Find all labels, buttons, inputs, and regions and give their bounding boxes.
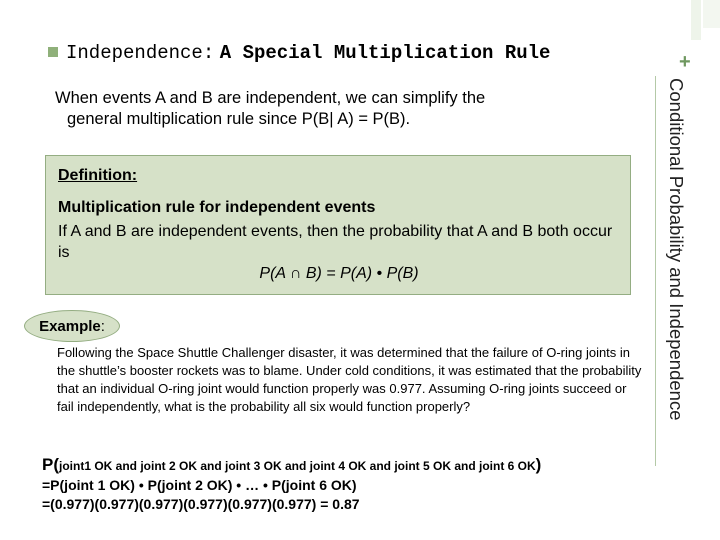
definition-formula: P(A ∩ B) = P(A) • P(B) xyxy=(259,265,419,282)
definition-label: Definition: xyxy=(58,167,138,184)
calc-p-open: P( xyxy=(42,455,59,474)
calculation-line-2: =P(joint 1 OK) • P(joint 2 OK) • … • P(joint 6 OK) xyxy=(42,477,357,493)
calculation-line-1 xyxy=(42,455,642,476)
example-tag xyxy=(24,310,120,342)
side-divider-line xyxy=(655,76,656,466)
example-tag-colon: : xyxy=(100,317,105,335)
section-side-label: Conditional Probability and Independence xyxy=(666,78,687,421)
calculation-line-3: =(0.977)(0.977)(0.977)(0.977)(0.977)(0.977) = 0.87 xyxy=(42,496,360,512)
calc-p-close: ) xyxy=(535,455,542,474)
calc-events: joint1 OK and joint 2 OK and joint 3 OK and joint 4 OK and joint 5 OK and joint 6 OK xyxy=(59,459,536,473)
intro-paragraph xyxy=(55,88,625,130)
slide-title-row xyxy=(48,38,550,66)
side-text-wrapper xyxy=(660,78,692,492)
calculation-block xyxy=(42,455,642,514)
example-text: Following the Space Shuttle Challenger disaster, it was determined that the failure of O-ring joints in the shuttle’s booster rockets was to blame. Under cold conditions, it was estimated that the probability that an individual O-ring joint would function properly was 0.977. Assuming O-ring joints succeed or fail independently, what is the probability all six would function properly? xyxy=(57,345,642,414)
title-main: Independence: xyxy=(66,41,215,64)
title-sub: A Special Multiplication Rule xyxy=(219,41,551,64)
definition-body: If A and B are independent events, then the probability that A and B both occur is xyxy=(58,223,613,261)
slide-title xyxy=(66,41,550,64)
intro-line-1: When events A and B are independent, we can simplify the xyxy=(55,89,486,107)
plus-icon: + xyxy=(679,51,691,73)
title-bullet-icon xyxy=(48,47,58,57)
definition-heading: Multiplication rule for independent events xyxy=(58,199,376,216)
example-tag-label: Example xyxy=(39,317,101,335)
intro-line-2: general multiplication rule since P(B| A) = P(B). xyxy=(67,110,411,128)
definition-box xyxy=(45,155,631,295)
